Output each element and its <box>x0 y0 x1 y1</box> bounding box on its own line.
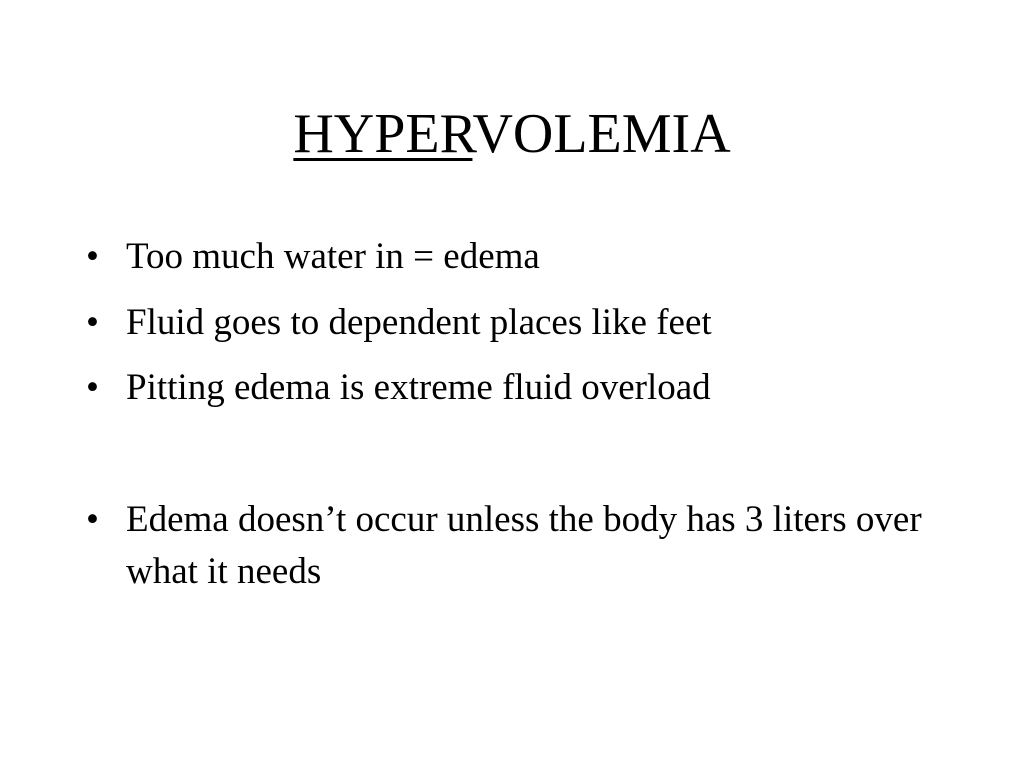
bullet-icon: • <box>86 499 99 540</box>
bullet-text: Pitting edema is extreme fluid overload <box>126 367 711 408</box>
bullet-text: Edema doesn’t occur unless the body has 3 liters over what it needs <box>126 499 922 592</box>
bullet-icon: • <box>86 236 99 277</box>
title-underlined-part: HYPER <box>293 103 473 165</box>
bullet-item <box>86 362 946 414</box>
bullet-item <box>86 231 946 283</box>
bullet-text: Fluid goes to dependent places like feet <box>126 302 712 343</box>
bullet-icon: • <box>86 302 99 343</box>
bullet-item <box>86 494 946 598</box>
bullet-icon: • <box>86 367 99 408</box>
title-rest-part: VOLEMIA <box>472 103 731 165</box>
bullet-item <box>86 297 946 349</box>
bullet-text: Too much water in = edema <box>126 236 540 277</box>
